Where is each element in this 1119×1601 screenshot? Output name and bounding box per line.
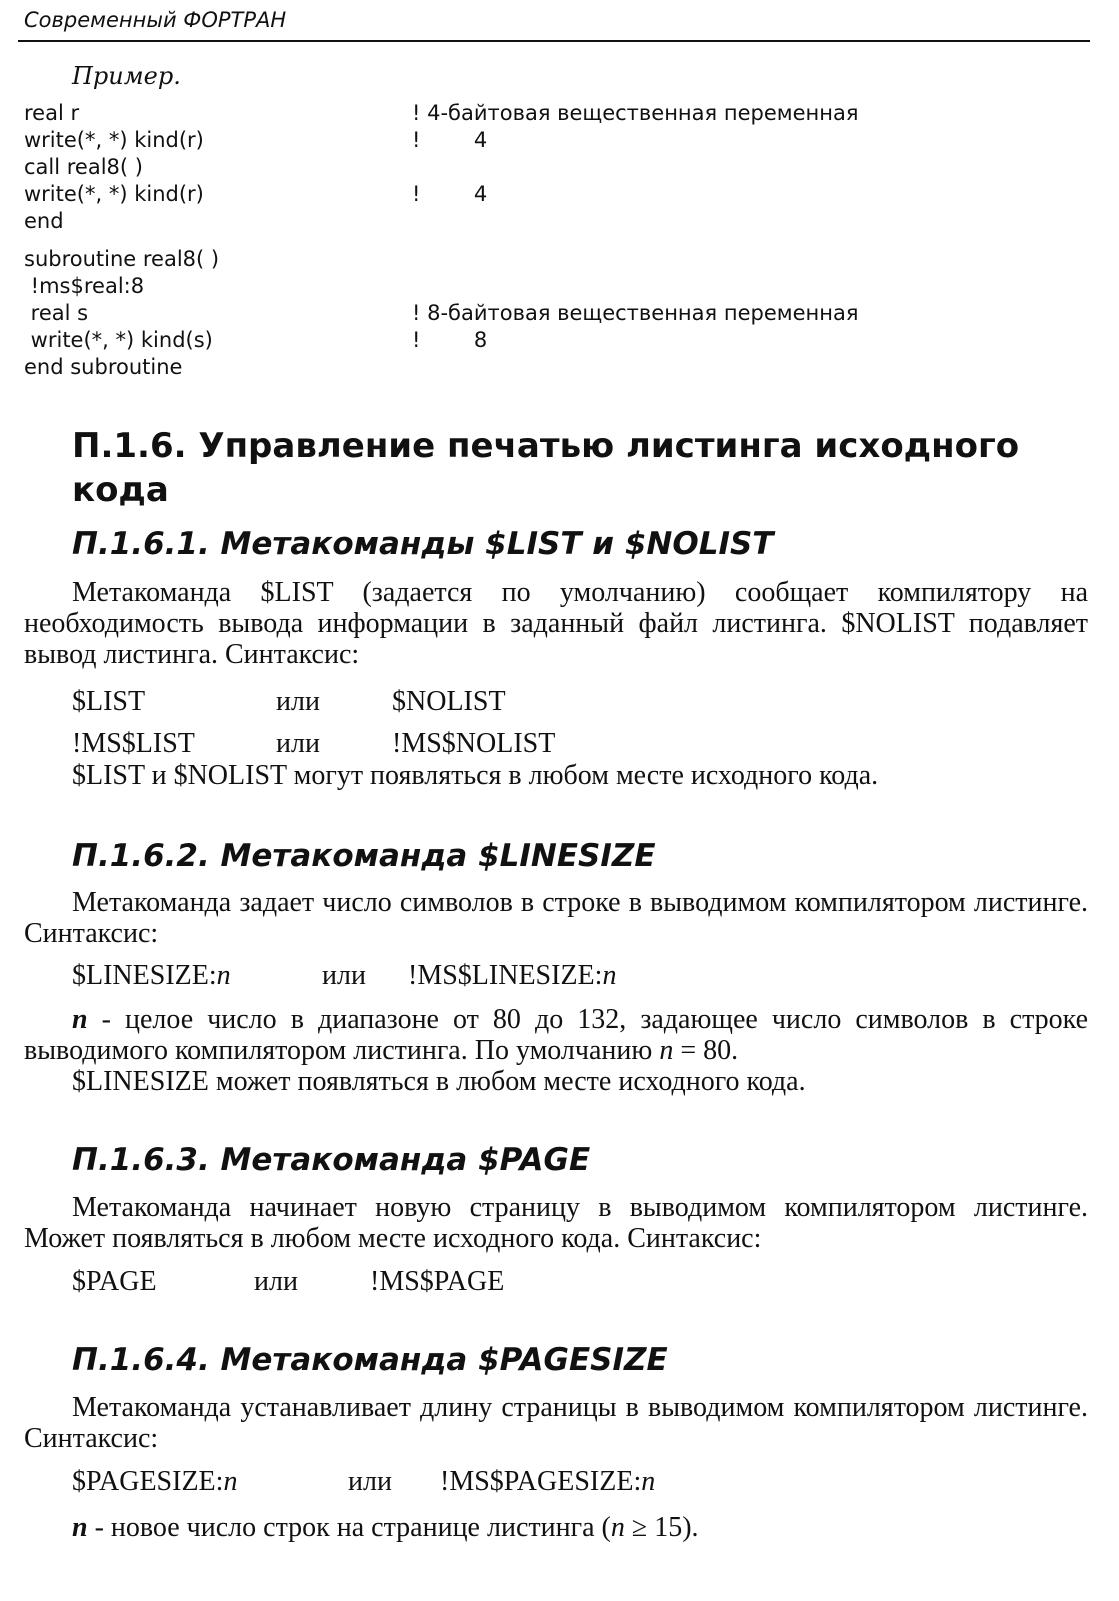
syntax-token: !MS$LIST [72, 728, 195, 759]
paragraph: $LINESIZE может появляться в любом месте исходного кода. [72, 1066, 806, 1097]
paragraph: $LIST и $NOLIST могут появляться в любом месте исходного кода. [72, 760, 879, 791]
syntax-token: $PAGESIZE:n [72, 1466, 238, 1497]
paragraph: n - целое число в диапазоне от 80 до 132, задающее число символов в строке выводимого компилятором листинга. По умолчанию n = 80. [24, 1004, 1088, 1066]
subsection-title-list: П.1.6.1. Метакоманды $LIST и $NOLIST [72, 526, 774, 562]
code-line: real s [24, 301, 89, 325]
syntax-or: или [348, 1466, 392, 1497]
running-head: Современный ФОРТРАН [24, 8, 287, 32]
syntax-token: $PAGE [72, 1266, 157, 1297]
code-comment: ! 4 [412, 128, 488, 152]
paragraph: Метакоманда задает число символов в строке в выводимом компилятором листинге. Синтаксис: [24, 887, 1088, 949]
code-line: !ms$real:8 [24, 274, 145, 298]
syntax-or: или [322, 960, 366, 991]
code-line: end subroutine [24, 355, 183, 379]
code-comment: ! 8 [412, 328, 488, 352]
subsection-title-pagesize: П.1.6.4. Метакоманда $PAGESIZE [72, 1342, 668, 1378]
syntax-token: $LINESIZE:n [72, 960, 231, 991]
code-line: write(*, *) kind(r) [24, 128, 204, 152]
paragraph: Метакоманда $LIST (задается по умолчанию) сообщает компилятору на необходимость вывода информации в заданный файл листинга. $NOLIST подавляет вывод листинга. Синтаксис: [24, 577, 1088, 670]
syntax-or: или [276, 686, 320, 717]
code-line: write(*, *) kind(r) [24, 182, 204, 206]
syntax-token: !MS$NOLIST [392, 728, 556, 759]
paragraph: Метакоманда начинает новую страницу в выводимом компилятором листинге. Может появляться в любом месте исходного кода. Синтаксис: [24, 1192, 1088, 1254]
syntax-token: $LIST [72, 686, 146, 717]
syntax-token: !MS$LINESIZE:n [408, 960, 617, 991]
code-comment: ! 4 [412, 182, 488, 206]
code-line: real r [24, 101, 80, 125]
syntax-or: или [254, 1266, 298, 1297]
code-line: write(*, *) kind(s) [24, 328, 213, 352]
syntax-token: !MS$PAGESIZE:n [440, 1466, 656, 1497]
code-line: end [24, 209, 64, 233]
code-line: subroutine real8( ) [24, 247, 220, 271]
syntax-or: или [276, 728, 320, 759]
syntax-token: !MS$PAGE [370, 1266, 505, 1297]
section-title: П.1.6. Управление печатью листинга исходного кода [72, 426, 1020, 510]
paragraph: n - новое число строк на странице листинга (n ≥ 15). [72, 1512, 699, 1543]
code-line: call real8( ) [24, 155, 143, 179]
subsection-title-page: П.1.6.3. Метакоманда $PAGE [72, 1142, 591, 1178]
code-comment: ! 4-байтовая вещественная переменная [412, 101, 859, 125]
syntax-token: $NOLIST [392, 686, 506, 717]
header-rule [18, 40, 1090, 42]
paragraph: Метакоманда устанавливает длину страницы в выводимом компилятором листинге. Синтаксис: [24, 1392, 1088, 1454]
code-comment: ! 8-байтовая вещественная переменная [412, 301, 859, 325]
subsection-title-linesize: П.1.6.2. Метакоманда $LINESIZE [72, 838, 656, 874]
example-label: Пример. [72, 62, 181, 90]
